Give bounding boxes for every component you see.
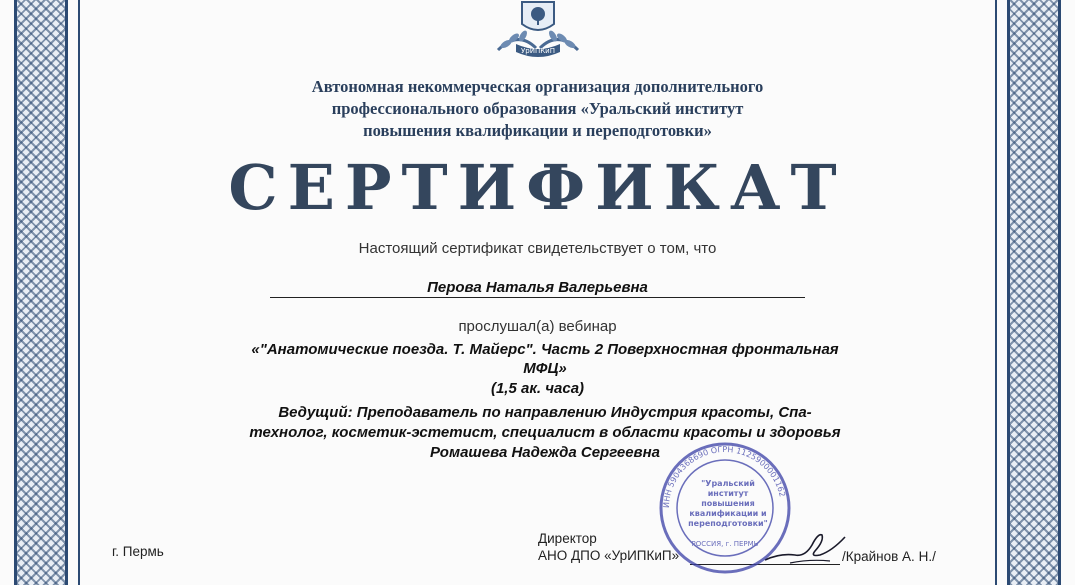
certificate-title: СЕРТИФИКАТ bbox=[228, 151, 847, 224]
stamp-bottom-text: РОССИЯ, г. ПЕРМЬ bbox=[691, 540, 759, 548]
organization-line-3: повышения квалификации и переподготовки» bbox=[363, 121, 712, 140]
organization-line-1: Автономная некоммерческая организация дополнительного bbox=[311, 77, 764, 96]
stamp-line-2: институт bbox=[707, 489, 749, 498]
stamp-line-3: повышения bbox=[701, 499, 755, 508]
city: г. Пермь bbox=[112, 544, 164, 559]
stamp-line-4: квалификации и bbox=[689, 509, 767, 518]
host-line-3: Ромашева Надежда Сергеевна bbox=[430, 444, 660, 461]
intro-text: Настоящий сертификат свидетельствует о том, что bbox=[358, 240, 717, 257]
left-ornamental-border bbox=[14, 0, 68, 585]
stamp-ring-text: ИНН 5904368690 ОГРН 1125900001162 bbox=[661, 444, 787, 509]
course-title bbox=[205, 340, 885, 378]
course-hours: (1,5 ак. часа) bbox=[490, 380, 585, 397]
left-inner-line bbox=[78, 0, 80, 585]
signatory-name: /Крайнов А. Н./ bbox=[842, 549, 936, 564]
round-stamp bbox=[650, 438, 800, 578]
host-line-2: технолог, косметик-эстетист, специалист в области красоты и здоровья bbox=[249, 424, 841, 441]
course-line-2: МФЦ» bbox=[523, 360, 567, 377]
director-org: АНО ДПО «УрИПКиП» bbox=[538, 548, 680, 563]
action-text: прослушал(а) вебинар bbox=[458, 318, 617, 335]
organization-line-2: профессионального образования «Уральский институт bbox=[331, 99, 744, 118]
logo-ribbon-text: УрИПКиП bbox=[521, 47, 555, 55]
stamp-line-5: переподготовки" bbox=[688, 519, 768, 528]
stamp-line-1: "Уральский bbox=[701, 479, 755, 488]
institute-logo bbox=[478, 0, 598, 70]
course-line-1: «"Анатомические поезда. Т. Майерс". Часть 2 Поверхностная фронтальная bbox=[251, 341, 839, 358]
organization-name bbox=[200, 76, 875, 142]
director-title: Директор bbox=[538, 531, 597, 546]
right-ornamental-border bbox=[1007, 0, 1061, 585]
host-line-1: Ведущий: Преподаватель по направлению Индустрия красоты, Спа- bbox=[278, 404, 812, 421]
recipient-name: Перова Наталья Валерьевна bbox=[270, 279, 805, 298]
right-inner-line bbox=[995, 0, 997, 585]
